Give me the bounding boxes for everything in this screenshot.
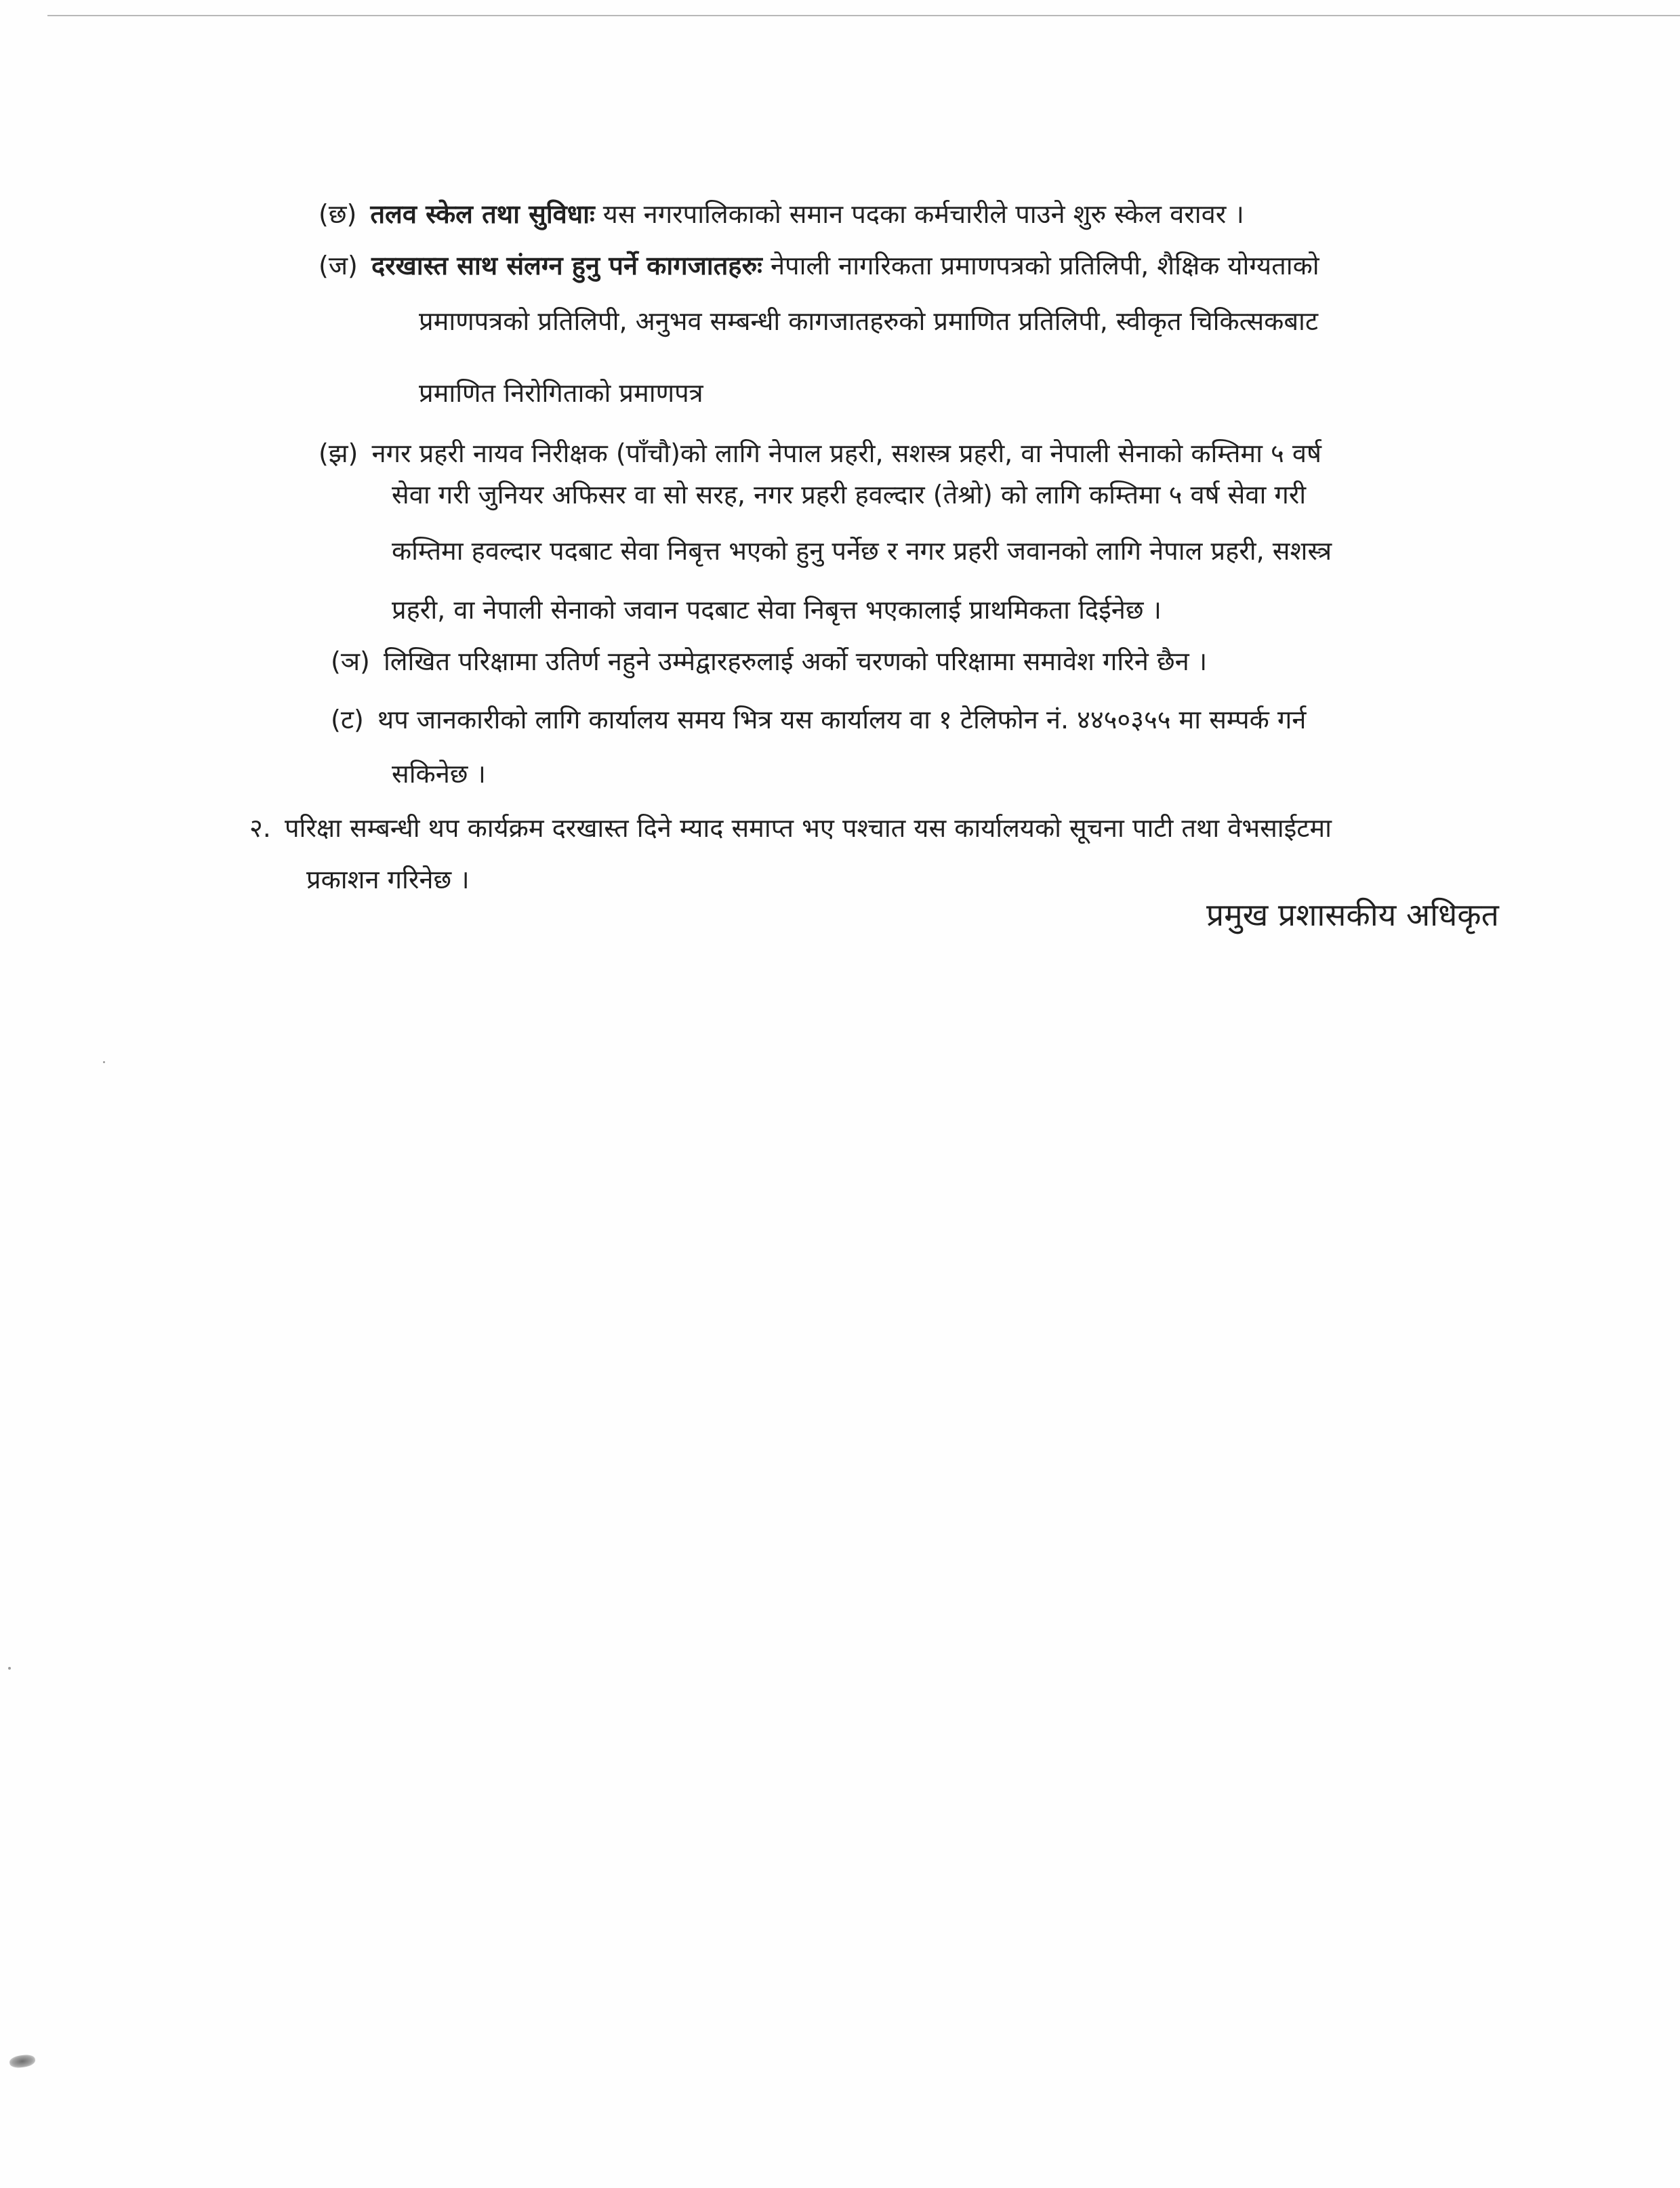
item-chha-label: (छ) <box>319 199 357 229</box>
item-na-label: (ञ) <box>331 646 370 676</box>
item-ja-line-1 <box>319 247 1319 285</box>
item-ja-line-3: प्रमाणित निरोगिताको प्रमाणपत्र <box>419 378 703 408</box>
item-na-line <box>331 642 1207 680</box>
item-na-text: लिखित परिक्षामा उतिर्ण नहुने उम्मेद्वारहरुलाई अर्को चरणको परिक्षामा समावेश गरिने छैन । <box>383 646 1208 676</box>
point-2-line-2: प्रकाशन गरिनेछ । <box>306 865 470 894</box>
item-jha-text-1: नगर प्रहरी नायव निरीक्षक (पाँचौ)को लागि नेपाल प्रहरी, सशस्त्र प्रहरी, वा नेपाली सेनाको कम्तिमा ५ वर्ष <box>371 438 1322 468</box>
item-chha-line <box>319 195 1244 233</box>
item-jha-line-3: कम्तिमा हवल्दार पदबाट सेवा निबृत्त भएको हुनु पर्नेछ र नगर प्रहरी जवानको लागि नेपाल प्रहरी, सशस्त्र <box>392 536 1332 566</box>
top-border-line <box>47 15 1680 16</box>
point-2-line-1 <box>249 809 1332 847</box>
item-ja-line-2: प्रमाणपत्रको प्रतिलिपी, अनुभव सम्बन्धी कागजातहरुको प्रमाणित प्रतिलिपी, स्वीकृत चिकित्सकबाट <box>419 306 1319 336</box>
item-chha-text: यस नगरपालिकाको समान पदका कर्मचारीले पाउने शुरु स्केल वरावर । <box>602 199 1244 229</box>
point-2-text-1: परिक्षा सम्बन्धी थप कार्यक्रम दरखास्त दिने म्याद समाप्त भए पश्चात यस कार्यालयको सूचना पाटी तथा वेभसाईटमा <box>284 813 1332 843</box>
item-jha-line-1 <box>319 434 1322 472</box>
item-ta-label: (ट) <box>331 705 364 735</box>
scan-smudge <box>9 2053 36 2069</box>
item-chha-heading: तलव स्केल तथा सुविधाः <box>370 199 595 229</box>
point-2-label: २. <box>249 813 271 843</box>
item-jha-label: (झ) <box>319 438 358 468</box>
item-ja-text-1: नेपाली नागरिकता प्रमाणपत्रको प्रतिलिपी, शैक्षिक योग्यताको <box>770 251 1319 281</box>
item-jha-line-2: सेवा गरी जुनियर अफिसर वा सो सरह, नगर प्रहरी हवल्दार (तेश्रो) को लागि कम्तिमा ५ वर्ष सेवा गरी <box>392 480 1307 510</box>
scan-speck <box>8 1667 11 1670</box>
item-ta-text-1: थप जानकारीको लागि कार्यालय समय भित्र यस कार्यालय वा १ टेलिफोन नं. ४४५०३५५ मा सम्पर्क गर्न <box>377 705 1307 735</box>
scan-speck <box>103 1061 105 1063</box>
item-jha-line-4: प्रहरी, वा नेपाली सेनाको जवान पदबाट सेवा निबृत्त भएकालाई प्राथमिकता दिईनेछ । <box>392 595 1162 625</box>
item-ja-heading: दरखास्त साथ संलग्न हुनु पर्ने कागजातहरुः <box>371 251 762 281</box>
item-ta-line-1 <box>331 701 1306 739</box>
item-ta-line-2: सकिनेछ । <box>392 759 486 789</box>
item-ja-label: (ज) <box>319 251 358 281</box>
signature-designation: प्रमुख प्रशासकीय अधिकृत <box>1206 896 1499 933</box>
